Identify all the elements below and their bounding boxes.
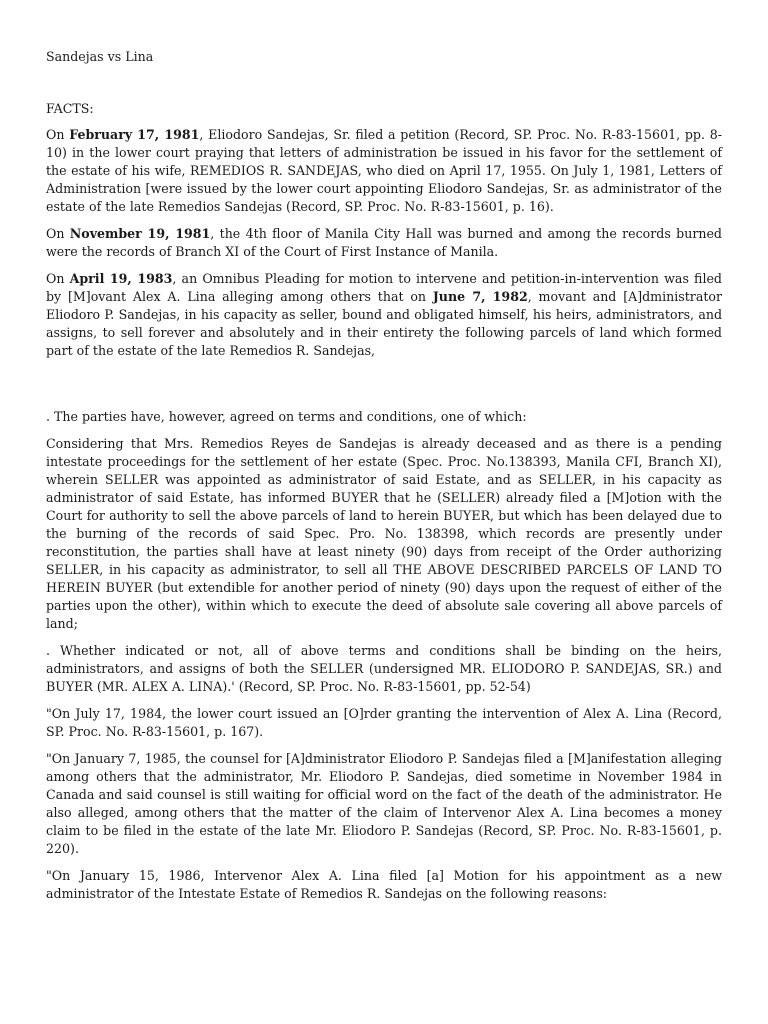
paragraph-3-text-c: , an Omnibus Pleading for motion to intervene and petition-in-intervention was filed by [M]ovant Alex A. Lina alleging among others that on [46, 271, 722, 304]
paragraph-1-text-a: On [46, 127, 70, 142]
paragraph-3-date-2: June 7, 1982 [432, 289, 528, 304]
paragraph-2 [46, 225, 722, 261]
document-page [46, 48, 722, 912]
paragraph-8: "On January 7, 1985, the counsel for [A]dministrator Eliodoro P. Sandejas filed a [M]anifestation alleging among others that the administrator, Mr. Eliodoro P. Sandejas, died sometime in November 1984 in Canada and said counsel is still waiting for official word on the fact of the death of the administrator. He also alleged, among others that the matter of the claim of Intervenor Alex A. Lina becomes a money claim to be filed in the estate of the late Mr. Eliodoro P. Sandejas (Record, SP. Proc. No. R-83-15601, p. 220). [46, 751, 722, 856]
paragraph-1 [46, 126, 722, 216]
paragraph-7: "On July 17, 1984, the lower court issued an [O]rder granting the intervention of Alex A. Lina (Record, SP. Proc. No. R-83-15601, p. 167). [46, 706, 722, 739]
paragraph-3-date: April 19, 1983 [69, 271, 173, 286]
paragraph-2-date: November 19, 1981 [69, 226, 211, 241]
paragraph-2-text-a: On [46, 226, 70, 241]
paragraph-5: Considering that Mrs. Remedios Reyes de Sandejas is already deceased and as there is a pending intestate proceedings for the settlement of her estate (Spec. Proc. No.138393, Manila CFI, Branch XI), wherein SELLER was appointed as administrator of said Estate, and as SELLER, in his capacity as administrator of said Estate, has informed BUYER that he (SELLER) already filed a [M]otion with the Court for authority to sell the above parcels of land to herein BUYER, but which has been delayed due to the burning of the records of said Spec. Pro. No. 138398, which records are presently under reconstitution, the parties shall have at least ninety (90) days from receipt of the Order authorizing SELLER, in his capacity as administrator, to sell all THE ABOVE DESCRIBED PARCELS OF LAND TO HEREIN BUYER (but extendible for another period of ninety (90) days upon the request of either of the parties upon the other), within which to execute the deed of absolute sale covering all above parcels of land; [46, 436, 722, 631]
document-title: Sandejas vs Lina [46, 49, 154, 64]
paragraph-3-text-e: , movant and [A]dministrator Eliodoro P. Sandejas, in his capacity as seller, bound and obligated himself, his heirs, administrators, and assigns, to sell forever and absolutely and in their entirety the following parcels of land which formed part of the estate of the late Remedios R. Sandejas, [46, 289, 722, 358]
paragraph-1-text-c: , Eliodoro Sandejas, Sr. filed a petition (Record, SP. Proc. No. R-83-15601, pp. 8-10) in the lower court praying that letters of administration be issued in his favor for the settlement of the estate of his wife, REMEDIOS R. SANDEJAS, who died on April 17, 1955. On July 1, 1981, Letters of Administration [were issued by the lower court appointing Eliodoro Sandejas, Sr. as administrator of the estate of the late Remedios Sandejas (Record, SP. Proc. No. R-83-15601, p. 16). [46, 127, 722, 214]
paragraph-6: . Whether indicated or not, all of above terms and conditions shall be binding on the heirs, administrators, and assigns of both the SELLER (undersigned MR. ELIODORO P. SANDEJAS, SR.) and BUYER (MR. ALEX A. LINA).' (Record, SP. Proc. No. R-83-15601, pp. 52-54) [46, 643, 722, 694]
paragraph-9: "On January 15, 1986, Intervenor Alex A. Lina filed [a] Motion for his appointment as a new administrator of the Intestate Estate of Remedios R. Sandejas on the following reasons: [46, 868, 722, 901]
paragraph-2-text-c: , the 4th floor of Manila City Hall was burned and among the records burned were the records of Branch XI of the Court of First Instance of Manila. [46, 226, 722, 259]
paragraph-4: . The parties have, however, agreed on terms and conditions, one of which: [46, 409, 527, 424]
paragraph-3-text-a: On [46, 271, 70, 286]
section-heading: FACTS: [46, 101, 94, 116]
paragraph-1-date: February 17, 1981 [69, 127, 200, 142]
paragraph-3 [46, 270, 722, 360]
